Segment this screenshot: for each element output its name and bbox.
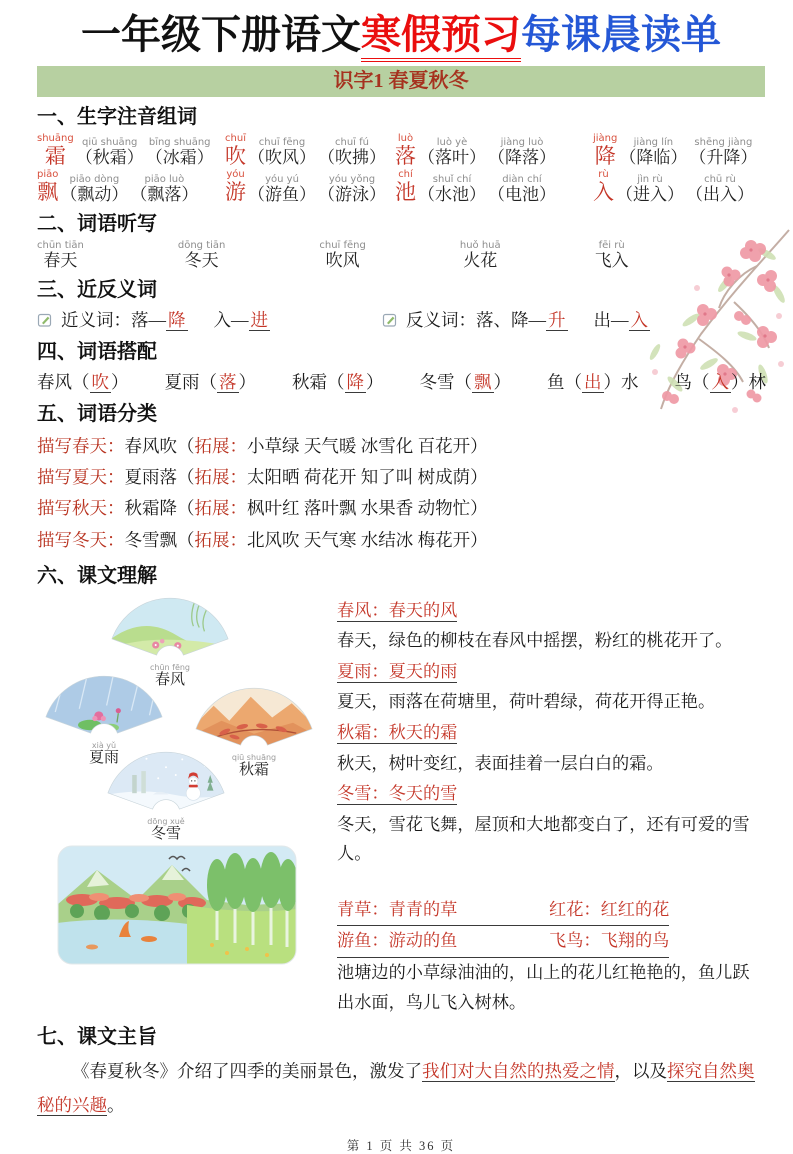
word: （升降） [689, 148, 758, 168]
vocab-entry [593, 134, 765, 167]
main-char [37, 170, 58, 203]
category-line [37, 493, 765, 524]
collocation-item [420, 369, 512, 394]
compound-word [146, 138, 214, 167]
pinyin: rù [598, 169, 609, 181]
character: 降 [594, 143, 616, 168]
main-char [225, 170, 246, 203]
word-category-list [37, 431, 765, 556]
pair-answer: 进 [250, 310, 268, 331]
pinyin: chí [398, 169, 413, 181]
pinyin: jìn rù [637, 173, 663, 185]
compound-word [248, 175, 316, 204]
synonym-text [61, 307, 270, 332]
pinyin: piāo luò [144, 173, 185, 185]
character: 游 [225, 180, 246, 205]
fan-label: 冬雪 [150, 825, 181, 842]
paren: ） [470, 467, 488, 488]
pinyin: piāo dòng [69, 173, 120, 185]
main-char [593, 170, 614, 203]
extension-label: 拓展： [194, 436, 247, 457]
phrase: 青草：青青的草 [337, 895, 549, 927]
synonym-pair [131, 310, 188, 330]
word: 吹风 [325, 250, 360, 270]
vocab-entry [395, 170, 593, 203]
theme-paragraph [37, 1054, 765, 1122]
word: （飘落） [130, 184, 199, 204]
theme-text: 。 [107, 1095, 125, 1116]
pair-prefix: 入— [213, 310, 249, 331]
pinyin: chuī [225, 133, 246, 144]
word: （冰霜） [145, 148, 214, 168]
compound-word [418, 175, 486, 204]
paren: （ [177, 498, 195, 519]
theme-underlined: 我们对大自然的热爱之情 [422, 1061, 615, 1082]
collocation-answer: 落 [219, 372, 237, 393]
section-4-heading: 四、词语搭配 [37, 341, 157, 364]
collocation-answer: 入 [711, 372, 729, 393]
vocab-entry [225, 170, 395, 203]
collocation-answer: 出 [584, 372, 602, 393]
extension-label: 拓展： [194, 529, 247, 550]
paren: （ [177, 529, 195, 550]
category-main: 春风吹 [124, 436, 177, 457]
section-7-heading: 七、课文主旨 [37, 1026, 157, 1049]
section-5-heading: 五、词语分类 [37, 403, 157, 426]
pinyin: qiū shuāng [82, 137, 138, 149]
collocation-item [292, 369, 384, 394]
term: 秋霜：秋天的霜 [337, 722, 458, 742]
lesson-banner [37, 66, 765, 97]
collocation-suffix: ）林 [731, 372, 766, 393]
term-desc: 夏天，雨落在荷塘里，荷叶碧绿，荷花开得正艳。 [337, 692, 716, 712]
collocation-answer: 吹 [91, 372, 109, 393]
fan-pinyin: qiū shuāng [231, 753, 277, 763]
pinyin: shuāng [37, 133, 74, 144]
compound-word [418, 138, 486, 167]
fan-label: 秋霜 [238, 761, 269, 778]
vocab-entry [37, 134, 225, 167]
compound-word [248, 138, 316, 167]
collocation-suffix: ）水 [603, 372, 639, 393]
antonym-pair [594, 310, 651, 331]
pair-prefix: 落— [131, 310, 166, 331]
compound-word [488, 138, 556, 167]
main-char [593, 134, 617, 167]
season-fan-illustrations [37, 593, 337, 981]
term-desc: 冬天，雪花飞舞，屋顶和大地都变白了，还有可爱的雪人。 [337, 814, 750, 864]
pair-prefix: 落、降— [476, 310, 546, 331]
theme-underlined: 探究自然奥秘的兴趣 [37, 1061, 755, 1116]
dictation-word [319, 241, 366, 270]
synonym-label: 近义词： [61, 310, 131, 331]
antonym-group [382, 307, 650, 332]
word: （进入） [616, 184, 684, 204]
term-desc: 秋天，树叶变红，表面挂着一层白白的霜。 [337, 753, 664, 773]
term: 夏雨：夏天的雨 [337, 661, 458, 681]
pair-answer: 升 [548, 310, 566, 331]
compound-word [318, 138, 386, 167]
dictation-words [37, 241, 765, 270]
theme-text: 《春夏秋冬》介绍了四季的美丽景色，激发了 [72, 1061, 422, 1082]
pinyin: jiàng lín [633, 137, 674, 149]
extension-words: 小草绿 天气暖 冰雪化 百花开 [247, 436, 471, 457]
vocab-grid [37, 134, 765, 204]
synonym-antonym-row [37, 307, 765, 332]
paren: （ [177, 467, 195, 488]
compound-word [686, 175, 754, 204]
vocab-entry [395, 134, 593, 167]
summer-fan-illustration [39, 673, 169, 738]
word: （飘动） [60, 184, 129, 204]
collocation-answer: 飘 [474, 372, 492, 393]
pinyin: chuī fēng [258, 137, 306, 149]
collocation-item [37, 369, 129, 394]
antonym-pair [476, 310, 568, 330]
pinyin: huǒ huā [459, 239, 501, 251]
collocation-item [165, 369, 257, 394]
fan-pinyin: xià yǔ [91, 741, 117, 751]
fan-label: 春风 [154, 671, 185, 688]
pinyin: shēng jiàng [694, 137, 753, 149]
pinyin: fēi rù [598, 239, 625, 251]
word: （降落） [488, 148, 556, 168]
extension-words: 枫叶红 落叶飘 水果香 动物忙 [247, 498, 471, 519]
extension-words: 太阳晒 荷花开 知了叫 树成荫 [247, 467, 471, 488]
dictation-word [595, 241, 629, 270]
phrase-pair-row [337, 926, 765, 958]
category-main: 秋霜降 [124, 498, 177, 519]
section-6-heading: 六、课文理解 [37, 564, 157, 587]
pinyin: bīng shuāng [148, 137, 211, 149]
landscape-illustration [57, 845, 297, 965]
collocation-prefix: 鱼（ [547, 372, 582, 393]
category-line [37, 431, 765, 462]
word: （吹拂） [318, 148, 386, 168]
pinyin: chuī fēng [319, 239, 366, 251]
paren: ） [470, 529, 488, 550]
memo-icon [382, 312, 398, 328]
word: （出入） [686, 184, 754, 204]
phrase-pair-row [337, 895, 765, 927]
category-label: 描写夏天： [37, 467, 125, 488]
character: 飘 [37, 180, 59, 205]
antonym-label: 反义词： [406, 310, 476, 331]
section-2-heading: 二、词语听写 [37, 212, 157, 235]
comprehension-summary: 池塘边的小草绿油油的，山上的花儿红艳艳的，鱼儿跃出水面，鸟儿飞入树林。 [337, 963, 750, 1012]
phrase: 游鱼：游动的鱼 [337, 926, 549, 958]
paren: ） [470, 436, 488, 457]
category-line [37, 525, 765, 556]
character: 霜 [44, 143, 66, 168]
word: 火花 [463, 250, 498, 270]
word: （电池） [488, 184, 556, 204]
word: （吹风） [248, 148, 316, 168]
term: 春风：春天的风 [337, 600, 458, 620]
word: 冬天 [184, 250, 219, 270]
comprehension-text [337, 593, 765, 1018]
worksheet-page [37, 0, 765, 1154]
compound-word [318, 175, 386, 204]
collocation-answer: 降 [346, 372, 364, 393]
lesson-banner-text: 识字1 春夏秋冬 [333, 70, 469, 92]
title-part-red-underlined: 寒假预习 [361, 12, 521, 62]
pinyin: yóu yú [265, 173, 299, 185]
title-part-blue: 每课晨读单 [521, 12, 721, 57]
character: 落 [395, 143, 416, 168]
section-3-heading: 三、近反义词 [37, 279, 157, 302]
phrase-pairs [337, 895, 765, 958]
main-char [225, 134, 246, 167]
pinyin: luò [397, 133, 414, 144]
extension-words: 北风吹 天气寒 水结冰 梅花开 [247, 529, 471, 550]
pinyin: chū rù [704, 173, 736, 185]
spring-fan-illustration [105, 595, 235, 660]
vocab-entry [225, 134, 395, 167]
section-1-heading: 一、生字注音组词 [37, 106, 197, 128]
word: （降临） [619, 148, 688, 168]
word: （秋霜） [75, 148, 144, 168]
theme-text: ，以及 [614, 1061, 667, 1082]
phrase: 红花：红红的花 [549, 895, 669, 927]
pinyin: jiàng luò [500, 137, 544, 149]
compound-word [130, 175, 198, 204]
autumn-fan-illustration [189, 685, 319, 750]
compound-word [689, 138, 757, 167]
fan-label: 夏雨 [88, 749, 119, 766]
winter-fan [101, 749, 231, 843]
collocation-prefix: 秋霜（ [292, 372, 345, 393]
phrase: 飞鸟：飞翔的鸟 [549, 926, 669, 958]
pinyin: chūn tiān [37, 239, 84, 251]
dictation-word [178, 241, 226, 270]
pair-answer: 降 [168, 310, 186, 331]
collocation-suffix: ） [493, 372, 511, 393]
category-label: 描写冬天： [37, 529, 125, 550]
main-char [395, 134, 416, 167]
category-label: 描写秋天： [37, 498, 125, 519]
vocab-entry [37, 170, 225, 203]
page-title [37, 12, 765, 58]
pinyin: diàn chí [502, 173, 542, 185]
title-part-black: 一年级下册语文 [81, 12, 361, 57]
pinyin: dōng tiān [177, 239, 226, 251]
collocation-item [547, 369, 639, 394]
collocation-prefix: 春风（ [37, 372, 90, 393]
word: 春天 [43, 250, 78, 270]
pinyin: chuī fú [335, 137, 369, 149]
pinyin: luò yè [436, 137, 468, 149]
category-label: 描写春天： [37, 436, 125, 457]
collocation-suffix: ） [366, 372, 384, 393]
fan-pinyin: dōng xuě [147, 817, 185, 827]
compound-word [76, 138, 144, 167]
character: 吹 [225, 143, 246, 168]
word: 飞入 [594, 250, 629, 270]
character: 池 [395, 180, 416, 205]
term-desc: 春天，绿色的柳枝在春风中摇摆，粉红的桃花开了。 [337, 631, 733, 651]
pinyin: yóu yǒng [328, 173, 376, 185]
collocation-suffix: ） [111, 372, 129, 393]
pair-answer: 入 [630, 310, 648, 331]
compound-word [60, 175, 128, 204]
word: （落叶） [418, 148, 486, 168]
dictation-word [37, 241, 84, 270]
dictation-word [460, 241, 501, 270]
winter-fan-illustration [101, 749, 231, 814]
word: （游鱼） [248, 184, 316, 204]
collocation-prefix: 夏雨（ [164, 372, 217, 393]
collocation-suffix: ） [238, 372, 256, 393]
main-char [395, 170, 416, 203]
main-char [37, 134, 74, 167]
pinyin: shuǐ chí [432, 173, 472, 185]
character: 入 [593, 180, 614, 205]
category-line [37, 462, 765, 493]
word: （游泳） [318, 184, 386, 204]
pinyin: piāo [37, 169, 59, 181]
memo-icon [37, 312, 53, 328]
word: （水池） [418, 184, 486, 204]
pinyin: jiàng [593, 133, 618, 144]
comprehension-section [37, 593, 765, 1018]
collocation-prefix: 鸟（ [674, 372, 710, 393]
synonym-group [37, 307, 270, 332]
collocation-row [37, 369, 765, 394]
term-line [337, 779, 765, 809]
synonym-pair [214, 310, 271, 331]
pinyin: yóu [226, 169, 245, 181]
term-line [337, 596, 765, 626]
fan-pinyin: chūn fēng [149, 663, 191, 673]
paren: （ [177, 436, 195, 457]
compound-word [488, 175, 556, 204]
category-main: 冬雪飘 [124, 529, 177, 550]
compound-word [616, 175, 684, 204]
term-line [337, 657, 765, 687]
compound-word [619, 138, 687, 167]
antonym-text [406, 307, 650, 332]
extension-label: 拓展： [194, 498, 247, 519]
page-number: 第 1 页 共 36 页 [346, 1139, 456, 1154]
vocab-entry [593, 170, 765, 203]
term-line [337, 718, 765, 748]
extension-label: 拓展： [194, 467, 247, 488]
collocation-item [675, 369, 767, 394]
pair-prefix: 出— [593, 310, 629, 331]
term: 冬雪：冬天的雪 [337, 784, 458, 804]
category-main: 夏雨落 [124, 467, 177, 488]
collocation-prefix: 冬雪（ [419, 372, 472, 393]
paren: ） [470, 498, 488, 519]
